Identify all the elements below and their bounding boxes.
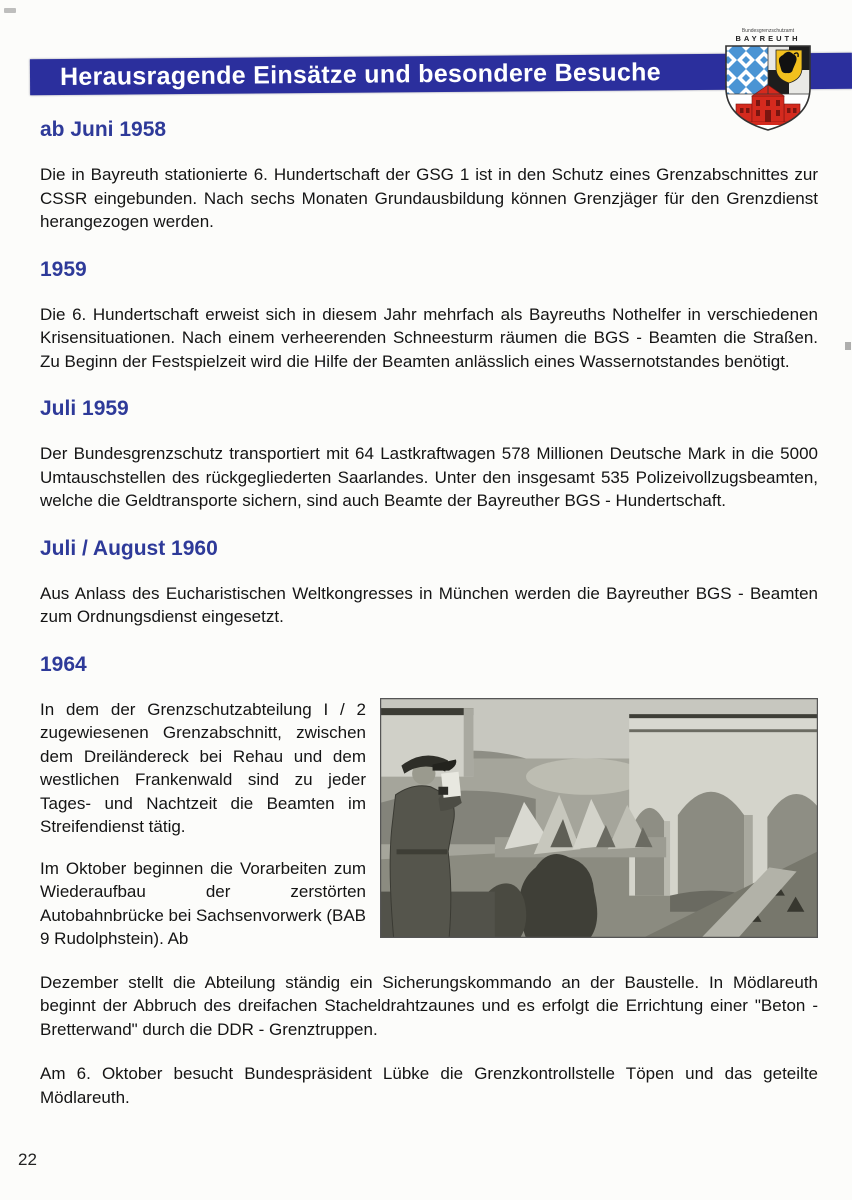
date-heading-1959: 1959 bbox=[40, 257, 87, 281]
date-heading-ab-juni-1958: ab Juni 1958 bbox=[40, 118, 167, 141]
body-paragraph: Am 6. Oktober besucht Bundespräsident Lübke die Grenzkontrollstelle Töpen und das geteilte Mödlareuth. bbox=[40, 1064, 818, 1107]
body-paragraph: Im Oktober beginnen die Vorarbeiten zum Wiederaufbau der zerstörten Autobahnbrücke bei Sachsenvorwerk (BAB 9 Rudolphstein). Ab bbox=[40, 858, 367, 948]
body-paragraph: Die 6. Hundertschaft erweist sich in diesem Jahr mehrfach als Bayreuths Nothelfer in verschiedenen Krisensituationen. Nach einem verheerenden Schneesturm räumen die BGS - Beamten die Straßen. Zu Beginn der Festspielzeit wird die Hilfe der Beamten anlässlich eines Wassernotstandes benötigt. bbox=[40, 304, 818, 371]
crest-city-label: BAYREUTH bbox=[735, 34, 801, 43]
date-heading-juli-1959: Juli 1959 bbox=[40, 397, 129, 420]
body-paragraph: Der Bundesgrenzschutz transportiert mit 64 Lastkraftwagen 578 Millionen Deutsche Mark in die 5000 Umtauschstellen des rückgegliederten Saarlandes. Unter den insgesamt 535 Polizeivollzugsbeamten, welche die Geldtransporte sichern, sind auch Beamte der Bayreuther BGS - Hundertschaft. bbox=[40, 444, 818, 510]
scan-artifact bbox=[4, 8, 16, 13]
banner-title: Herausragende Einsätze und besondere Besuche bbox=[59, 57, 661, 91]
page-number: 22 bbox=[18, 1150, 37, 1169]
body-paragraph: Aus Anlass des Eucharistischen Weltkongresses in München werden die Bayreuther BGS - Beamten zum Ordnungsdienst eingesetzt. bbox=[40, 583, 818, 626]
bridge-photo-image bbox=[380, 698, 818, 938]
page-body bbox=[40, 118, 818, 1109]
body-paragraph: In dem der Grenzschutzabteilung I / 2 zugewiesenen Grenzabschnitt, zwischen dem Dreiländereck bei Rehau und dem westlichen Frankenwald sind zu jeder Tages- und Nachtzeit die Beamten im Streifendienst tätig. bbox=[40, 699, 366, 836]
text-photo-columns bbox=[40, 698, 818, 969]
scan-artifact bbox=[845, 342, 851, 350]
date-heading-juli-august-1960: Juli / August 1960 bbox=[40, 536, 218, 560]
crest-agency-label: Bundesgrenzschutzamt bbox=[741, 28, 795, 34]
date-heading-1964: 1964 bbox=[40, 652, 87, 676]
body-paragraph: Die in Bayreuth stationierte 6. Hundertschaft der GSG 1 ist in den Schutz eines Grenzabschnittes zur CSSR eingebunden. Nach sechs Monaten Grundausbildung können Grenzjäger für den Grenzdienst herangezogen werden. bbox=[40, 165, 818, 231]
body-paragraph: Dezember stellt die Abteilung ständig ein Sicherungskommando an der Baustelle. In Mödlareuth beginnt der Abbruch des dreifachen Stacheldrahtzaunes und es erfolgt die Errichtung einer "Beton - Bretterwand" durch die DDR - Grenztruppen. bbox=[40, 972, 818, 1039]
left-text-column bbox=[40, 698, 366, 969]
